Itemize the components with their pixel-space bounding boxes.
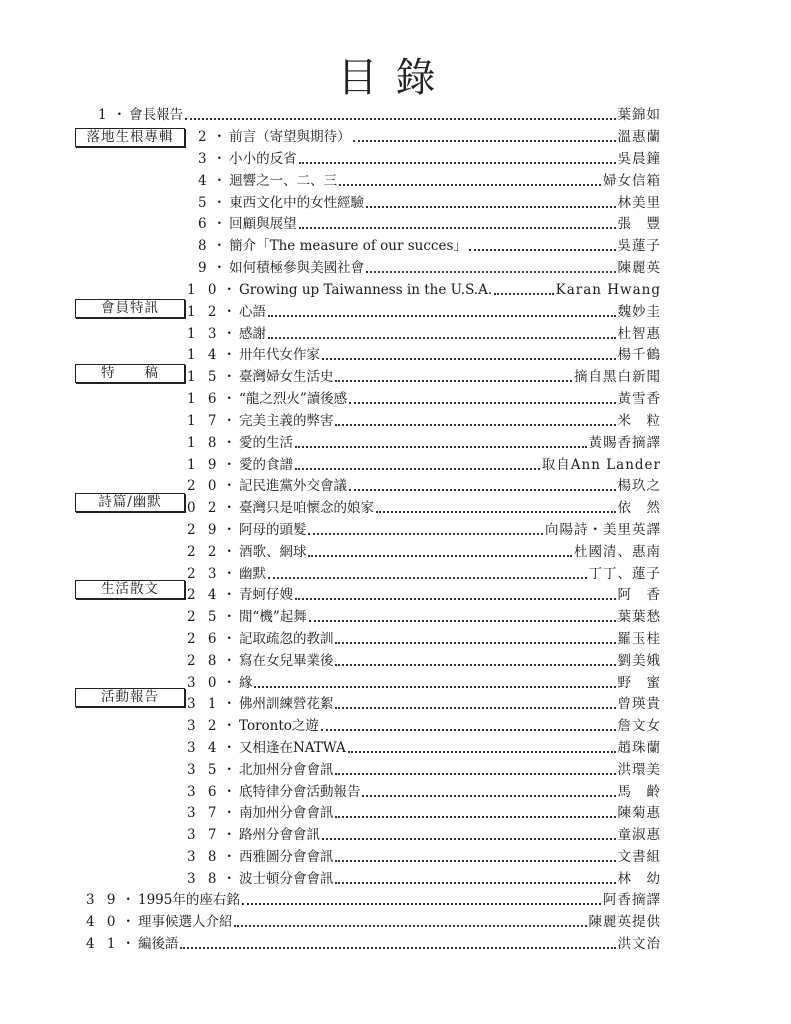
bullet-dot: ・ [222, 413, 236, 429]
entry-title: 路州分會會訊 [238, 827, 320, 843]
entry-title: 記民進黨外交會議 [238, 478, 347, 494]
toc-entry[interactable] [187, 345, 661, 366]
bullet-dot: ・ [222, 457, 236, 473]
page-number: 1 8 [187, 435, 221, 451]
page-number: 3 5 [187, 762, 221, 778]
dot-leader [308, 533, 543, 535]
bullet-dot: ・ [121, 892, 135, 908]
entry-author: 林 幼 [617, 871, 661, 887]
bullet-dot: ・ [222, 653, 236, 669]
bullet-dot: ・ [212, 238, 227, 254]
toc-entry[interactable] [187, 847, 661, 868]
entry-title: 如何積極參與美國社會 [229, 260, 365, 276]
page-number: 1 7 [187, 413, 221, 429]
bullet-dot: ・ [222, 849, 236, 865]
dot-leader [335, 380, 572, 382]
bullet-dot: ・ [121, 914, 135, 930]
entry-author: 羅玉桂 [617, 631, 661, 647]
page-number: 3 4 [187, 740, 221, 756]
entry-author: 黃賜香摘譯 [588, 435, 661, 451]
page-number: 1 5 [187, 369, 221, 385]
entry-author: 張 豐 [617, 216, 661, 232]
entry-title: 會長報告 [129, 107, 184, 123]
entry-author: 陳菊惠 [617, 805, 661, 821]
entry-author: 黃雪香 [617, 391, 661, 407]
entry-title: 愛的食譜 [238, 457, 293, 473]
page-number: 4 [198, 173, 211, 189]
page-number: 1 9 [187, 457, 221, 473]
dot-leader [335, 424, 615, 426]
page-number: 4 1 [86, 936, 120, 952]
bullet-dot: ・ [222, 827, 236, 843]
section-label: 特 稿 [75, 364, 185, 383]
bullet-dot: ・ [212, 195, 227, 211]
page-number: 2 5 [187, 609, 221, 625]
dot-leader [335, 707, 615, 709]
dot-leader [242, 903, 601, 905]
entry-author: 阿香摘譯 [603, 892, 661, 908]
page-number: 3 8 [187, 871, 221, 887]
entry-author: 阿 香 [617, 587, 661, 603]
entry-title: 佛州訓練營花絮 [238, 696, 334, 712]
dot-leader [366, 206, 615, 208]
toc-entry[interactable] [187, 782, 661, 803]
entry-title: 酒歌、網球 [238, 544, 307, 560]
bullet-dot: ・ [222, 435, 236, 451]
bullet-dot: ・ [222, 871, 236, 887]
dot-leader [295, 598, 616, 600]
bullet-dot: ・ [222, 304, 236, 320]
entry-author: 楊千鶴 [617, 347, 661, 363]
toc-entry[interactable] [187, 542, 661, 563]
page-number: 3 0 [187, 675, 221, 691]
dot-leader [335, 860, 615, 862]
page-number: 6 [198, 216, 211, 232]
bullet-dot: ・ [222, 675, 236, 691]
bullet-dot: ・ [222, 718, 236, 734]
page-number: 1 0 [187, 282, 221, 298]
toc-entry[interactable] [187, 280, 661, 301]
bullet-dot: ・ [222, 805, 236, 821]
entry-title: 波士頓分會會訊 [238, 871, 334, 887]
entry-author: 楊玖之 [617, 478, 661, 494]
entry-title: Toronto之遊 [238, 718, 319, 734]
toc-entry[interactable] [187, 694, 661, 715]
entry-author: 野 蜜 [617, 675, 661, 691]
entry-author: 洪環美 [617, 762, 661, 778]
page-number: 3 7 [187, 805, 221, 821]
bullet-dot: ・ [222, 784, 236, 800]
bullet-dot: ・ [222, 369, 236, 385]
toc-entry[interactable] [198, 193, 661, 214]
toc-entry[interactable] [86, 934, 661, 955]
page-number: 2 8 [187, 653, 221, 669]
dot-leader [309, 620, 616, 622]
entry-title: 底特律分會活動報告 [238, 784, 361, 800]
entry-author: 馬 齡 [617, 784, 661, 800]
entry-title: 阿母的頭髮 [238, 522, 307, 538]
toc-entry[interactable] [198, 149, 661, 170]
bullet-dot: ・ [222, 500, 236, 516]
toc-entry[interactable] [187, 520, 661, 541]
dot-leader [335, 664, 615, 666]
toc-entry[interactable] [187, 302, 661, 323]
page-number: 4 0 [86, 914, 120, 930]
dot-leader [362, 795, 615, 797]
dot-leader [494, 293, 553, 295]
page-number: 3 9 [86, 892, 120, 908]
bullet-dot: ・ [212, 173, 227, 189]
bullet-dot: ・ [222, 347, 236, 363]
bullet-dot: ・ [222, 740, 236, 756]
entry-author: 向陽詩・美里英譯 [545, 522, 661, 538]
section-label: 活動報告 [75, 688, 185, 707]
bullet-dot: ・ [212, 260, 227, 276]
page-number: 1 3 [187, 326, 221, 342]
toc-entry[interactable] [187, 498, 661, 519]
entry-title: 心語 [238, 304, 266, 320]
entry-title: 又相逢在NATWA [238, 740, 346, 756]
entry-author: 童淑惠 [617, 827, 661, 843]
entry-author: 丁丁、蓮子 [588, 566, 661, 582]
toc-entry[interactable] [187, 673, 661, 694]
entry-title: 南加州分會會訊 [238, 805, 334, 821]
bullet-dot: ・ [222, 544, 236, 560]
section-label: 詩篇/幽默 [75, 493, 185, 512]
entry-title: 1995年的座右銘 [137, 892, 240, 908]
bullet-dot: ・ [222, 478, 236, 494]
page-number: 2 9 [187, 522, 221, 538]
dot-leader [335, 773, 615, 775]
entry-author: 摘自黑白新聞 [574, 369, 661, 385]
page-number: 0 2 [187, 500, 221, 516]
bullet-dot: ・ [222, 762, 236, 778]
entry-author: 魏妙圭 [617, 304, 661, 320]
dot-leader [268, 577, 587, 579]
entry-author: Karan Hwang [555, 282, 661, 298]
dot-leader [299, 162, 616, 164]
toc-entry[interactable] [187, 585, 661, 606]
bullet-dot: ・ [222, 391, 236, 407]
toc-entry[interactable] [187, 651, 661, 672]
bullet-dot: ・ [222, 566, 236, 582]
toc-entry[interactable] [198, 236, 661, 257]
dot-leader [254, 686, 615, 688]
entry-author: 米 粒 [617, 413, 661, 429]
page-number: 2 4 [187, 587, 221, 603]
entry-title: 編後語 [137, 936, 179, 952]
entry-author: 溫惠蘭 [617, 129, 661, 145]
entry-author: 取自Ann Lander [541, 457, 661, 473]
entry-title: 青蚵仔嫂 [238, 587, 293, 603]
dot-leader [268, 337, 616, 339]
dot-leader [376, 511, 616, 513]
entry-author: 杜國清、惠南 [574, 544, 661, 560]
bullet-dot: ・ [212, 216, 227, 232]
toc-entry[interactable] [198, 127, 661, 148]
section-label: 會員特訊 [75, 299, 185, 318]
entry-title: 感謝 [238, 326, 266, 342]
toc-entry[interactable] [187, 629, 661, 650]
bullet-dot: ・ [212, 129, 227, 145]
toc-entry[interactable] [187, 455, 661, 476]
page-number: 5 [198, 195, 211, 211]
entry-title: 寫在女兒畢業後 [238, 653, 334, 669]
bullet-dot: ・ [222, 282, 236, 298]
dot-leader [322, 838, 616, 840]
dot-leader [295, 446, 587, 448]
entry-title: 小小的反省 [229, 151, 297, 167]
entry-title: 幽默 [238, 566, 266, 582]
toc-entry[interactable] [187, 433, 661, 454]
entry-author: 劉美娥 [617, 653, 661, 669]
entry-title: 北加州分會會訊 [238, 762, 334, 778]
page-number: 1 6 [187, 391, 221, 407]
dot-leader [234, 925, 586, 927]
entry-title: 閒“機”起舞 [238, 609, 307, 625]
entry-author: 杜智惠 [617, 326, 661, 342]
bullet-dot: ・ [112, 107, 127, 123]
toc-entry[interactable] [187, 607, 661, 628]
dot-leader [335, 642, 615, 644]
page-number: 3 1 [187, 696, 221, 712]
entry-title: “龍之烈火”讀後感 [238, 391, 348, 407]
dot-leader [339, 184, 601, 186]
entry-title: Growing up Taiwanness in the U.S.A. [238, 282, 493, 298]
dot-leader [322, 358, 616, 360]
bullet-dot: ・ [121, 936, 135, 952]
page-number: 1 2 [187, 304, 221, 320]
toc-entry[interactable] [198, 171, 661, 192]
page-number: 2 3 [187, 566, 221, 582]
page-number: 2 2 [187, 544, 221, 560]
entry-title: 記取疏忽的教訓 [238, 631, 334, 647]
toc-entry[interactable] [198, 258, 661, 279]
bullet-dot: ・ [222, 522, 236, 538]
page-number: 3 7 [187, 827, 221, 843]
entry-author: 文書組 [617, 849, 661, 865]
entry-title: 東西文化中的女性經驗 [229, 195, 365, 211]
toc-entry[interactable] [187, 738, 661, 759]
page-title: 目錄 [337, 55, 454, 101]
toc-entry[interactable] [187, 869, 661, 890]
entry-title: 臺灣婦女生活史 [238, 369, 334, 385]
toc-entry[interactable] [198, 214, 661, 235]
dot-leader [349, 402, 615, 404]
dot-leader [335, 882, 615, 884]
toc-entry[interactable] [86, 890, 661, 911]
dot-leader [268, 315, 616, 317]
entry-title: 回顧與展望 [229, 216, 297, 232]
entry-title: 卅年代女作家 [238, 347, 320, 363]
entry-author: 吳晨鐘 [617, 151, 661, 167]
page-number: 8 [198, 238, 211, 254]
entry-title: 臺灣只是咱懷念的娘家 [238, 500, 374, 516]
bullet-dot: ・ [222, 326, 236, 342]
entry-title: 迴響之一、二、三 [229, 173, 338, 189]
entry-author: 依 然 [617, 500, 661, 516]
bullet-dot: ・ [212, 151, 227, 167]
toc-entry[interactable] [187, 411, 661, 432]
bullet-dot: ・ [222, 696, 236, 712]
section-label: 生活散文 [75, 580, 185, 599]
page-number: 3 8 [187, 849, 221, 865]
bullet-dot: ・ [222, 609, 236, 625]
toc-entry[interactable] [187, 825, 661, 846]
entry-title: 西雅圖分會會訊 [238, 849, 334, 865]
dot-leader [295, 468, 540, 470]
entry-title: 完美主義的弊害 [238, 413, 334, 429]
entry-author: 趙珠蘭 [617, 740, 661, 756]
entry-title: 愛的生活 [238, 435, 293, 451]
dot-leader [353, 140, 616, 142]
page-number: 3 2 [187, 718, 221, 734]
dot-leader [299, 227, 616, 229]
toc-entry[interactable] [187, 389, 661, 410]
entry-title: 簡介「The measure of our succes」 [229, 238, 467, 254]
entry-author: 吳蓮子 [617, 238, 661, 254]
entry-author: 陳麗英 [617, 260, 661, 276]
entry-author: 洪文治 [617, 936, 661, 952]
entry-title: 緣 [238, 675, 253, 691]
toc-entry[interactable] [187, 716, 661, 737]
dot-leader [321, 729, 616, 731]
dot-leader [335, 816, 615, 818]
entry-author: 葉錦如 [617, 107, 661, 123]
page-number: 2 [198, 129, 211, 145]
bullet-dot: ・ [222, 631, 236, 647]
toc-entry[interactable] [187, 564, 661, 585]
toc-entry[interactable] [86, 912, 661, 933]
entry-author: 詹文女 [617, 718, 661, 734]
toc-entry[interactable] [187, 367, 661, 388]
toc-entry[interactable] [187, 324, 661, 345]
dot-leader [349, 489, 616, 491]
entry-author: 林美里 [617, 195, 661, 211]
entry-author: 陳麗英提供 [588, 914, 661, 930]
dot-leader [180, 947, 615, 949]
entry-title: 理事候選人介紹 [137, 914, 233, 930]
toc-entry[interactable] [187, 760, 661, 781]
section-label: 落地生根專輯 [75, 128, 185, 147]
entry-author: 婦女信箱 [603, 173, 661, 189]
page-number: 1 [98, 107, 111, 123]
page-number: 3 [198, 151, 211, 167]
page-number: 1 4 [187, 347, 221, 363]
bullet-dot: ・ [222, 587, 236, 603]
toc-entry[interactable] [187, 803, 661, 824]
dot-leader [185, 118, 615, 120]
page-number: 2 6 [187, 631, 221, 647]
page-number: 9 [198, 260, 211, 276]
toc-entry[interactable] [98, 105, 661, 126]
dot-leader [366, 271, 615, 273]
entry-author: 曾瑛貴 [617, 696, 661, 712]
dot-leader [348, 751, 616, 753]
entry-title: 前言（寄望與期待） [229, 129, 351, 145]
page-number: 2 0 [187, 478, 221, 494]
toc-entry[interactable] [187, 476, 661, 497]
dot-leader [308, 555, 572, 557]
page-number: 3 6 [187, 784, 221, 800]
entry-author: 葉葉愁 [617, 609, 661, 625]
dot-leader [469, 249, 616, 251]
